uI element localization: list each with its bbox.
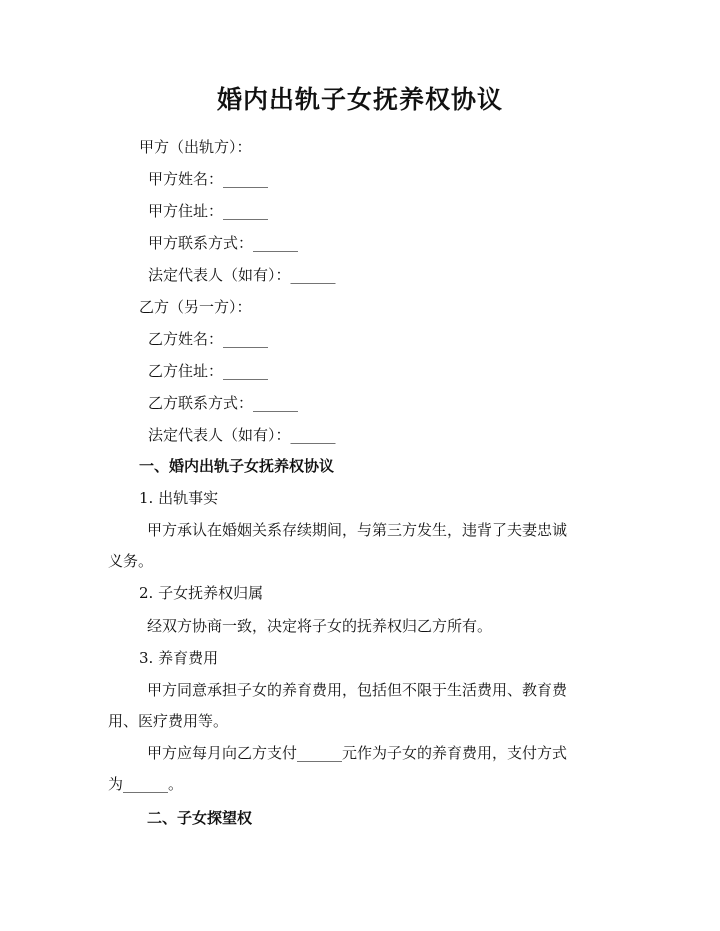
item-3-heading: 3. 养育费用 <box>139 649 219 667</box>
party-b-address-field: 乙方住址：______ <box>148 362 269 380</box>
item-2-heading: 2. 子女抚养权归属 <box>139 584 264 602</box>
party-a-name-field: 甲方姓名：______ <box>148 170 269 188</box>
party-a-heading: 甲方（出轨方）： <box>139 138 252 156</box>
party-a-representative-field: 法定代表人（如有）：______ <box>148 266 336 284</box>
section-2-heading: 二、子女探望权 <box>147 809 253 827</box>
document-title: 婚内出轨子女抚养权协议 <box>216 85 503 114</box>
section-1-heading: 一、婚内出轨子女抚养权协议 <box>139 457 335 475</box>
item-2-paragraph: 经双方协商一致，决定将子女的抚养权归乙方所有。 <box>147 617 493 635</box>
item-3-paragraph-2-line-2: 为______。 <box>108 775 184 793</box>
party-b-representative-field: 法定代表人（如有）：______ <box>148 426 336 444</box>
item-3-paragraph-2-line-1: 甲方应每月向乙方支付______元作为子女的养育费用，支付方式 <box>147 744 568 762</box>
party-b-name-field: 乙方姓名：______ <box>148 330 269 348</box>
item-1-heading: 1. 出轨事实 <box>139 489 219 507</box>
item-3-paragraph-1-line-1: 甲方同意承担子女的养育费用，包括但不限于生活费用、教育费 <box>147 681 568 699</box>
party-a-contact-field: 甲方联系方式：______ <box>148 234 299 252</box>
party-b-heading: 乙方（另一方）： <box>139 298 252 316</box>
item-1-paragraph-line-2: 义务。 <box>108 552 154 570</box>
item-3-paragraph-1-line-2: 用、医疗费用等。 <box>108 712 229 730</box>
party-a-address-field: 甲方住址：______ <box>148 202 269 220</box>
item-1-paragraph-line-1: 甲方承认在婚姻关系存续期间，与第三方发生，违背了夫妻忠诚 <box>147 521 568 539</box>
party-b-contact-field: 乙方联系方式：______ <box>148 394 299 412</box>
